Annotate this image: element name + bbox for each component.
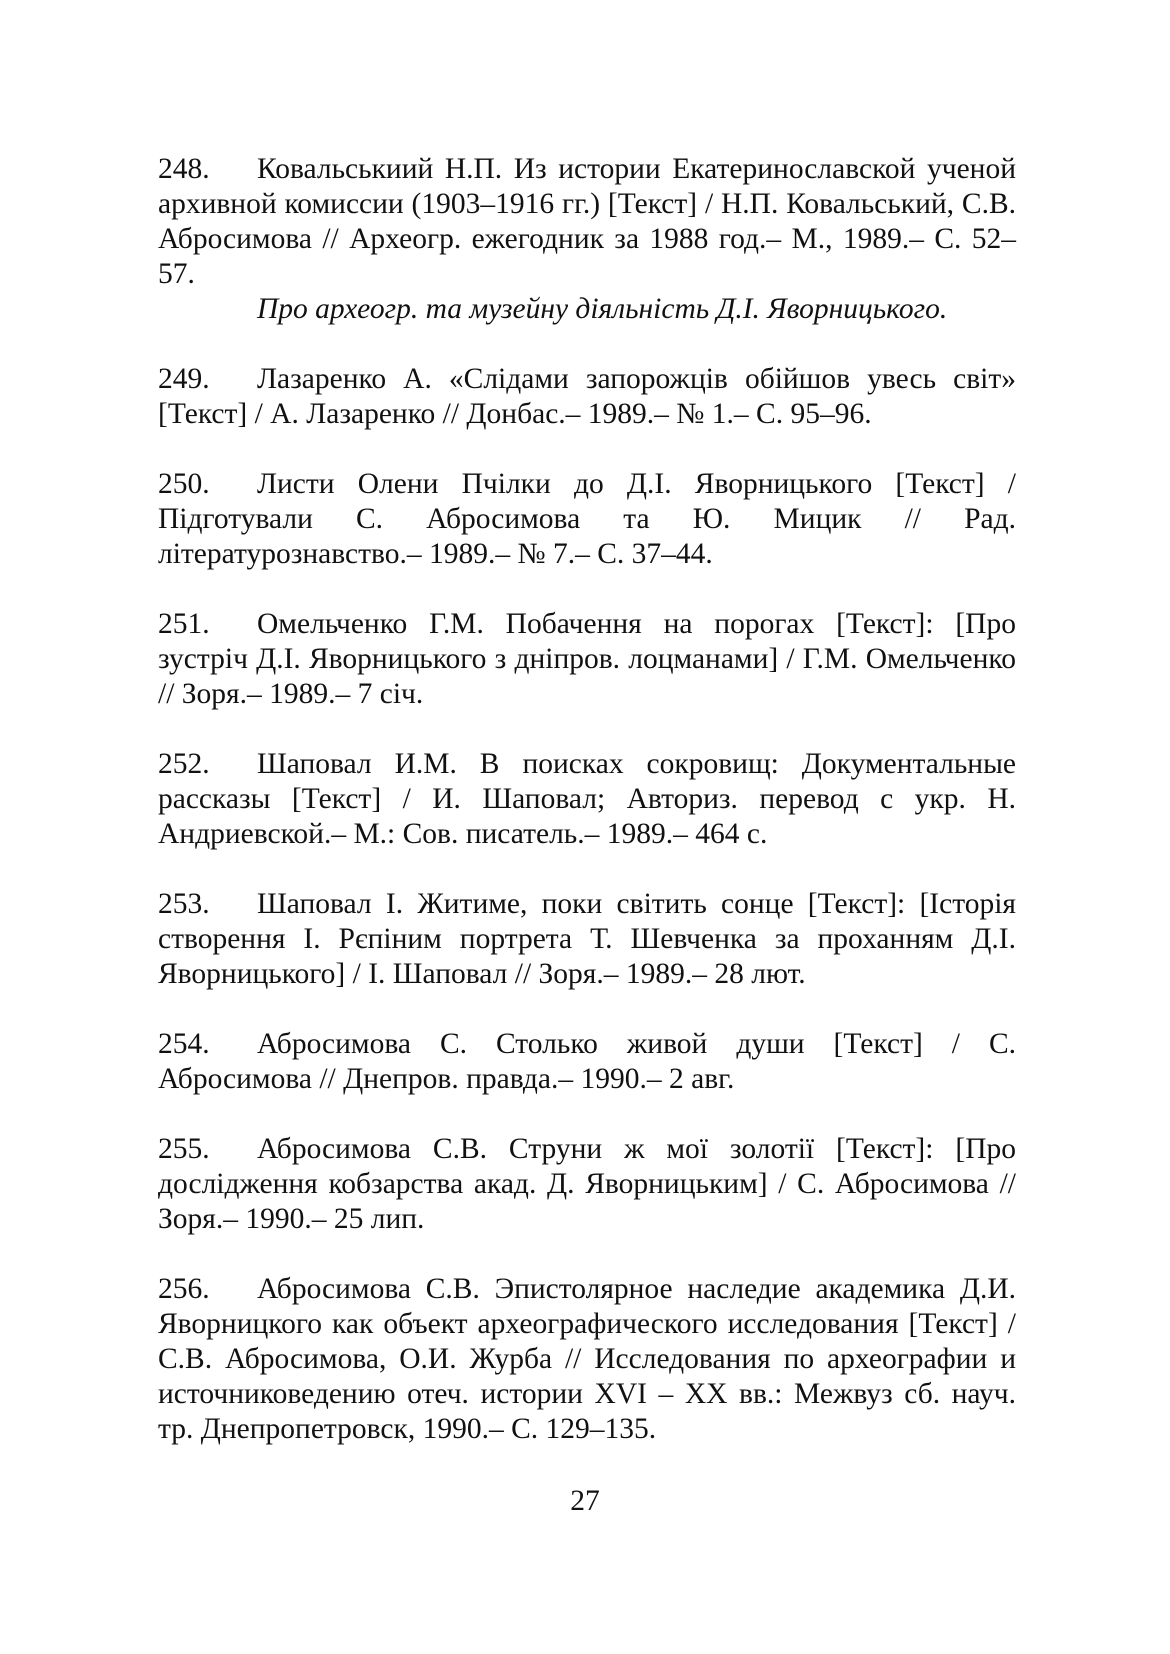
entry-body: Ковальськиий Н.П. Из истории Екатеринославской ученой архивной комиссии (1903–1916 гг.) [Текст] / Н.П. Ковальський, С.В. Абросимова // Археогр. ежегодник за 1988 год.– М., 1989.– С. 52–57. (158, 153, 1016, 290)
entry-text (158, 1132, 1016, 1237)
entry-number: 248. (158, 153, 210, 185)
entry-number: 255. (158, 1133, 210, 1165)
entry-body: Шаповал І. Житиме, поки світить сонце [Текст]: [Історія створення І. Рєпіним портрета Т. Шевченка за проханням Д.І. Яворницького] / І. Шаповал // Зоря.– 1989.– 28 лют. (158, 888, 1016, 990)
bibliography-entry-249 (158, 362, 1016, 432)
bibliography-entry-251 (158, 607, 1016, 712)
entry-number: 256. (158, 1273, 210, 1305)
entry-body: Абросимова С.В. Струни ж мої золотії [Текст]: [Про дослідження кобзарства акад. Д. Яворницьким] / С. Абросимова // Зоря.– 1990.– 25 лип. (158, 1133, 1016, 1235)
bibliography-entry-252 (158, 747, 1016, 852)
bibliography-entry-253 (158, 887, 1016, 992)
entry-body: Шаповал И.М. В поисках сокровищ: Документальные рассказы [Текст] / И. Шаповал; Авториз. перевод с укр. Н. Андриевской.– М.: Сов. писатель.– 1989.– 464 с. (158, 748, 1016, 850)
entry-number: 249. (158, 363, 210, 395)
entry-body: Лазаренко А. «Слідами запорожців обійшов увесь світ» [Текст] / А. Лазаренко // Донбас.– 1989.– № 1.– С. 95–96. (158, 363, 1016, 430)
entry-number: 251. (158, 608, 210, 640)
entry-body: Абросимова С.В. Эпистолярное наследие академика Д.И. Яворницкого как объект археографического исследования [Текст] / С.В. Абросимова, О.И. Журба // Исследования по археографии и источниковедению отеч. истории XVI – XX вв.: Межвуз сб. науч. тр. Днепропетровск, 1990.– С. 129–135. (158, 1273, 1016, 1445)
entry-text (158, 1272, 1016, 1447)
page-number: 27 (570, 1485, 600, 1517)
entry-number: 250. (158, 468, 210, 500)
bibliography-page (158, 152, 1016, 1482)
bibliography-entry-250 (158, 467, 1016, 572)
entry-number: 252. (158, 748, 210, 780)
entry-number: 254. (158, 1028, 210, 1060)
bibliography-entry-256 (158, 1272, 1016, 1447)
entry-body: Омельченко Г.М. Побачення на порогах [Текст]: [Про зустріч Д.І. Яворницького з дніпров. лоцманами] / Г.М. Омельченко // Зоря.– 1989.– 7 січ. (158, 608, 1016, 710)
bibliography-entry-255 (158, 1132, 1016, 1237)
bibliography-entry-254 (158, 1027, 1016, 1097)
entry-body: Листи Олени Пчілки до Д.І. Яворницького [Текст] / Підготували С. Абросимова та Ю. Мицик // Рад. літературознавство.– 1989.– № 7.– С. 37–44. (158, 468, 1016, 570)
entry-number: 253. (158, 888, 210, 920)
entry-text (158, 607, 1016, 712)
entry-body: Абросимова С. Столько живой души [Текст] / С. Абросимова // Днепров. правда.– 1990.– 2 авг. (158, 1028, 1016, 1095)
entry-annotation: Про археогр. та музейну діяльність Д.І. Яворницького. (257, 293, 948, 325)
entry-text (158, 362, 1016, 432)
entry-text (158, 887, 1016, 992)
bibliography-entry-248 (158, 152, 1016, 327)
entry-text (158, 152, 1016, 292)
entry-text (158, 747, 1016, 852)
entry-text (158, 467, 1016, 572)
entry-text (158, 1027, 1016, 1097)
